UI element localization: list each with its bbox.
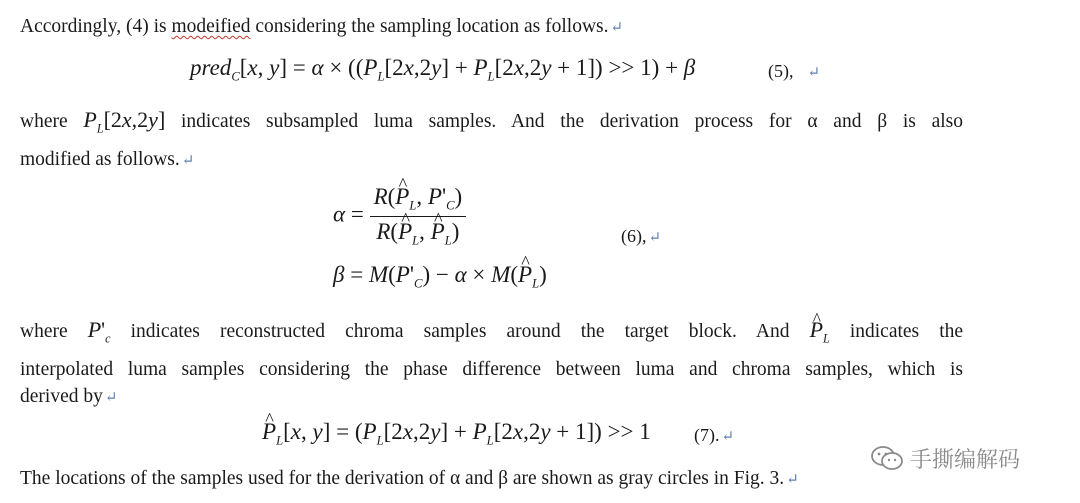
paragraph-mark: ↵	[786, 472, 799, 488]
symbol-p-prime-c: $P'_c$	[87, 317, 111, 346]
watermark	[870, 443, 1020, 474]
paragraph-mark: ↵	[648, 230, 662, 246]
paragraph-mark: ↵	[181, 153, 195, 170]
paragraph-mark: ↵	[807, 65, 821, 81]
equation-7-number: (7). ↵	[694, 425, 735, 445]
paragraph-mark: ↵	[721, 429, 735, 445]
equation-5: pred$_C$[x, $y] = \alpha \times ((P_L[2x,2y] + P_L[2x,2y + 1]) >> 1) + \beta$	[190, 55, 696, 84]
paragraph-locations: The locations of the samples used for the derivation of α and β are shown as gray circles in Fig. 3. ↵	[20, 468, 799, 489]
misspelled-word: modeified	[171, 16, 251, 37]
equation-5-number: (5), ↵	[768, 61, 821, 81]
equation-6-number: (6), ↵	[621, 226, 662, 246]
symbol-p-hat-l: ^ $P_L$	[810, 317, 830, 342]
paragraph-intro: Accordingly, (4) is modeified considering the sampling location as follows. ↵	[20, 16, 624, 37]
equation-6-beta: $\beta = M(P'_C) - \alpha$ × M(^ $P_L$)	[333, 262, 547, 292]
symbol-pl-2x2y: $P_L[2x,2y]$	[83, 107, 166, 136]
equation-7: ^ $P_L[x$, $y] = (P_L[2x,2y] + P_L[2x,2y + 1]) >> 1$	[262, 419, 651, 449]
paragraph-where-subsampled: where $P_L[2x,2y]$ indicates subsampled luma samples. And the derivation process for α and β is also modified as follows. ↵	[20, 107, 964, 171]
paragraph-mark: ↵	[610, 20, 624, 36]
equation-6-alpha: α = $\frac{R(\^{} P_L, P'_C)}{R(\^{} P_L, \^{} P_L)}$	[333, 184, 466, 248]
paragraph-mark: ↵	[104, 390, 118, 407]
wechat-icon	[870, 445, 904, 471]
watermark-text: 手撕编解码	[910, 448, 1021, 473]
paragraph-where-chroma: where $P'_c$ indicates reconstructed chroma samples around the target block. And ^ $P_L$ indicates the interpolated luma samples considering the phase difference between luma and chroma samples, which is derived by ↵	[20, 314, 963, 410]
